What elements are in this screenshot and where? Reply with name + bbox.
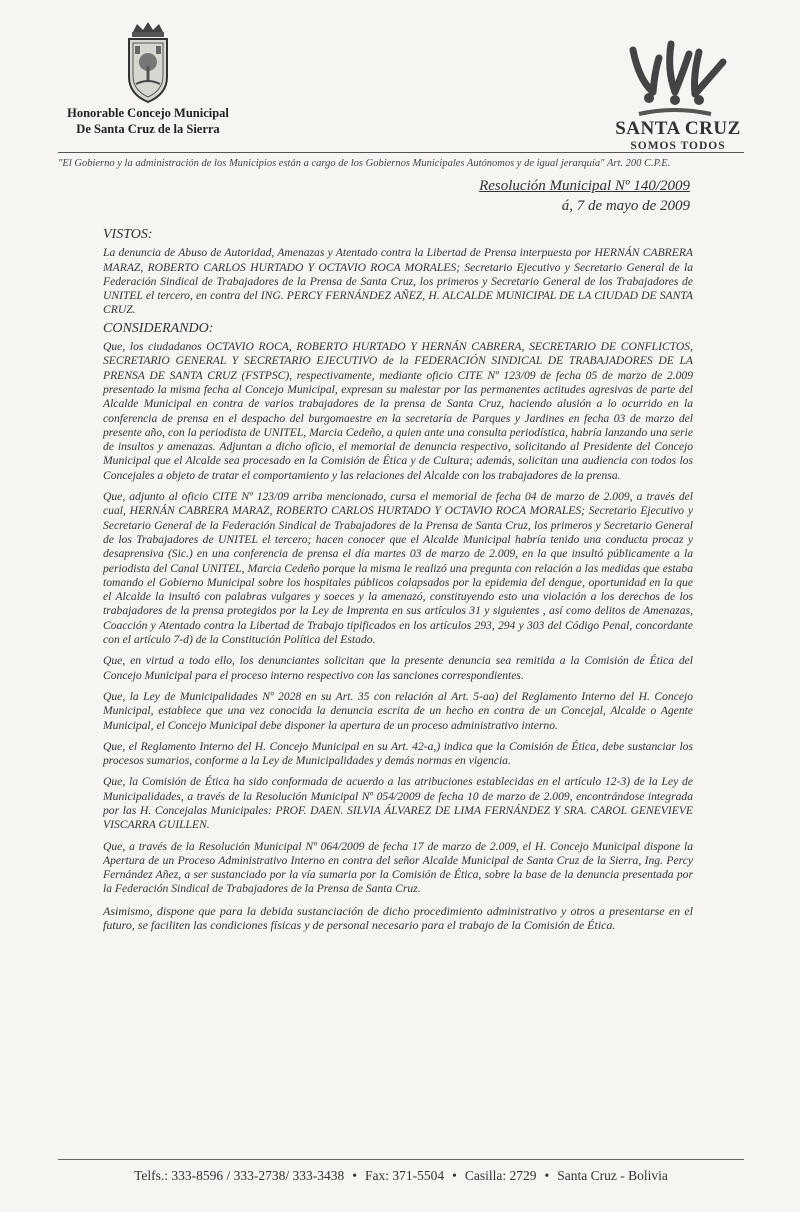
council-header — [58, 22, 238, 136]
council-name-line-1: Honorable Concejo Municipal — [67, 106, 229, 120]
logo-title: SANTA CRUZ — [615, 118, 741, 139]
footer-location: Santa Cruz - Bolivia — [557, 1168, 668, 1183]
considerando-paragraph-5: Que, el Reglamento Interno del H. Concejo Municipal en su Art. 42-a,) indica que la Comisión de Ética, debe sustanciar los procesos sumarios, conforme a la Ley de Municipalidades y demás normas en vigencia. — [103, 739, 693, 768]
footer-contact — [58, 1168, 744, 1184]
considerando-paragraph-8: Asimismo, dispone que para la debida sustanciación de dicho procedimiento administrativo y otros a presentarse en el futuro, se faciliten las condiciones físicas y de personal necesario para el trabajo de la Comisión de Ética. — [103, 903, 693, 933]
footer-divider — [58, 1159, 744, 1160]
considerando-paragraph-6: Que, la Comisión de Ética ha sido conformada de acuerdo a las atribuciones establecidas en el artículo 12-3) de la Ley de Municipalidades, a través de la Resolución Municipal Nº 054/2009 de fecha 10 de marzo de 2.009, encontrándose integrada por las H. Concejalas Municipales: PROF. DAEN. SILVIA ÁLVAREZ DE LIMA FERNÁNDEZ Y SRA. CAROL GENEVIEVE VISCARRA GUILLEN. — [103, 775, 693, 832]
document-body — [103, 228, 693, 940]
resolution-title: Resolución Municipal Nº 140/2009 — [479, 178, 690, 194]
footer-bullet: • — [452, 1168, 457, 1183]
footer-fax: Fax: 371-5504 — [365, 1168, 445, 1183]
considerando-heading: CONSIDERANDO: — [103, 320, 214, 336]
vistos-paragraph: La denuncia de Abuso de Autoridad, Amenazas y Atentado contra la Libertad de Prensa interpuesta por HERNÁN CABRERA MARAZ, ROBERTO CARLOS HURTADO Y OCTAVIO ROCA MORALES; Secretario Ejecutivo y Secretario General de la Federación Sindical de Trabajadores de la Prensa de Santa Cruz, los primeros y Secretario General de los Trabajadores de UNITEL el tercero, en contra del ING. PERCY FERNÁNDEZ AÑEZ, H. ALCALDE MUNICIPAL DE LA CIUDAD DE SANTA CRUZ. — [103, 246, 693, 317]
constitution-quote: "El Gobierno y la administración de los Municipios están a cargo de los Gobiernos Municipales Autónomos y de igual jerarquía" Art. 200 C.P.E. — [58, 158, 671, 169]
footer-bullet: • — [352, 1168, 358, 1183]
header-divider — [58, 152, 744, 153]
footer-casilla: Casilla: 2729 — [464, 1168, 537, 1183]
coat-of-arms-icon — [123, 22, 173, 104]
considerando-paragraph-4: Que, la Ley de Municipalidades Nº 2028 en su Art. 35 con relación al Art. 5-aa) del Reglamento Interno del H. Concejo Municipal, establece que una vez conocida la denuncia escrita de un hecho en contra de un Concejal, Alcalde o Agente Municipal, el Concejo Municipal debe disponer la apertura de un proceso administrativo interno. — [103, 689, 693, 732]
considerando-paragraph-1: Que, los ciudadanos OCTAVIO ROCA, ROBERTO HURTADO Y HERNÁN CABRERA, SECRETARIO DE CONFLICTOS, SECRETARIO GENERAL Y SECRETARIO EJECUTIVO de la FEDERACIÓN SINDICAL DE TRABAJADORES DE LA PRENSA DE SANTA CRUZ (FSTPSC), respectivamente, mediante oficio CITE Nº 123/09 de fecha 05 de marzo de 2.009 presentado la misma fecha al Concejo Municipal, expresan su malestar por las permanentes actitudes agresivas de parte del Alcalde Municipal en contra de varios trabajadores de la prensa de Santa Cruz, haciendo alusión a lo ocurrido en la conferencia de prensa en el despacho del burgomaestre en la secretaría de Parques y Jardines en fecha 03 de marzo del presente año, con la periodista de UNITEL, Marcia Cedeño, a quien ante una consulta periodística, habría lanzando una serie de insultos y amenazas. Adjuntan a dicho oficio, el memorial de denuncia respectivo, solicitando al Presidente del Concejo Municipal que el Alcalde sea procesado en la Comisión de Ética y de Cultura; además, solicitan una audiencia con todos los Concejales a objeto de tratar el comportamiento y las relaciones del Alcalde con los trabajadores de la prensa. — [103, 340, 693, 482]
footer-bullet: • — [544, 1168, 550, 1183]
considerando-paragraph-2: Que, adjunto al oficio CITE Nº 123/09 arriba mencionado, cursa el memorial de fecha 04 de marzo de 2.009, a través del cual, HERNÁN CABRERA MARAZ, ROBERTO CARLOS HURTADO Y OCTAVIO ROCA MORALES; Secretario Ejecutivo y Secretario General de la Federación Sindical de Trabajadores de la Prensa de Santa Cruz, los primeros y Secretario General de los Trabajadores de UNITEL el tercero; hacen conocer que el Alcalde Municipal habría tenido una conducta procaz y desaprensiva (Sic.) en una conferencia de prensa el día martes 03 de marzo de 2.009, en la que insultó públicamente a la periodista del Canal UNITEL, Marcia Cedeño porque la misma le realizó una pregunta con relación a las medidas que estaba tomando el Gobierno Municipal sobre los hospitales públicos colapsados por la epidemia del dengue, oportunidad en la que el Alcalde la insultó con palabras vulgares y soeces y la amenazó, constituyendo esto una violación a los derechos de los trabajadores de la prensa protegidos por la Ley de Imprenta en sus artículos 31 y siguientes , así como delitos de Amenazas, Coacción y Atentado contra la Libertad de Trabajo tipificados en los artículos 293, 294 y 303 del Código Penal, concordante con el artículo 7-d) de la Constitución Política del Estado. — [103, 490, 693, 647]
council-name-line-2: De Santa Cruz de la Sierra — [76, 122, 220, 136]
considerando-paragraph-3: Que, en virtud a todo ello, los denunciantes solicitan que la presente denuncia sea remitida a la Comisión de Ética del Concejo Municipal para el proceso interno respectivo con las sanciones correspondientes. — [103, 654, 693, 682]
resolution-date: á, 7 de mayo de 2009 — [561, 198, 690, 214]
santa-cruz-logo — [603, 40, 753, 152]
considerando-paragraph-7: Que, a través de la Resolución Municipal Nº 064/2009 de fecha 17 de marzo de 2.009, el H. Concejo Municipal dispone la Apertura de un Proceso Administrativo Interno en contra del señor Alcalde Municipal de Santa Cruz de la Sierra, Ing. Percy Fernández Añez, a ser sustanciado por la vía sumaria por la Comisión de Ética, sobre la base de la denuncia presentada por la Federación Sindical de Trabajadores de la Prensa de Santa Cruz. — [103, 839, 693, 896]
people-figures-icon — [619, 40, 729, 118]
logo-subtitle: SOMOS TODOS — [630, 140, 726, 152]
vistos-heading: VISTOS: — [103, 227, 153, 242]
footer-phones: Telfs.: 333-8596 / 333-2738/ 333-3438 — [134, 1168, 345, 1183]
